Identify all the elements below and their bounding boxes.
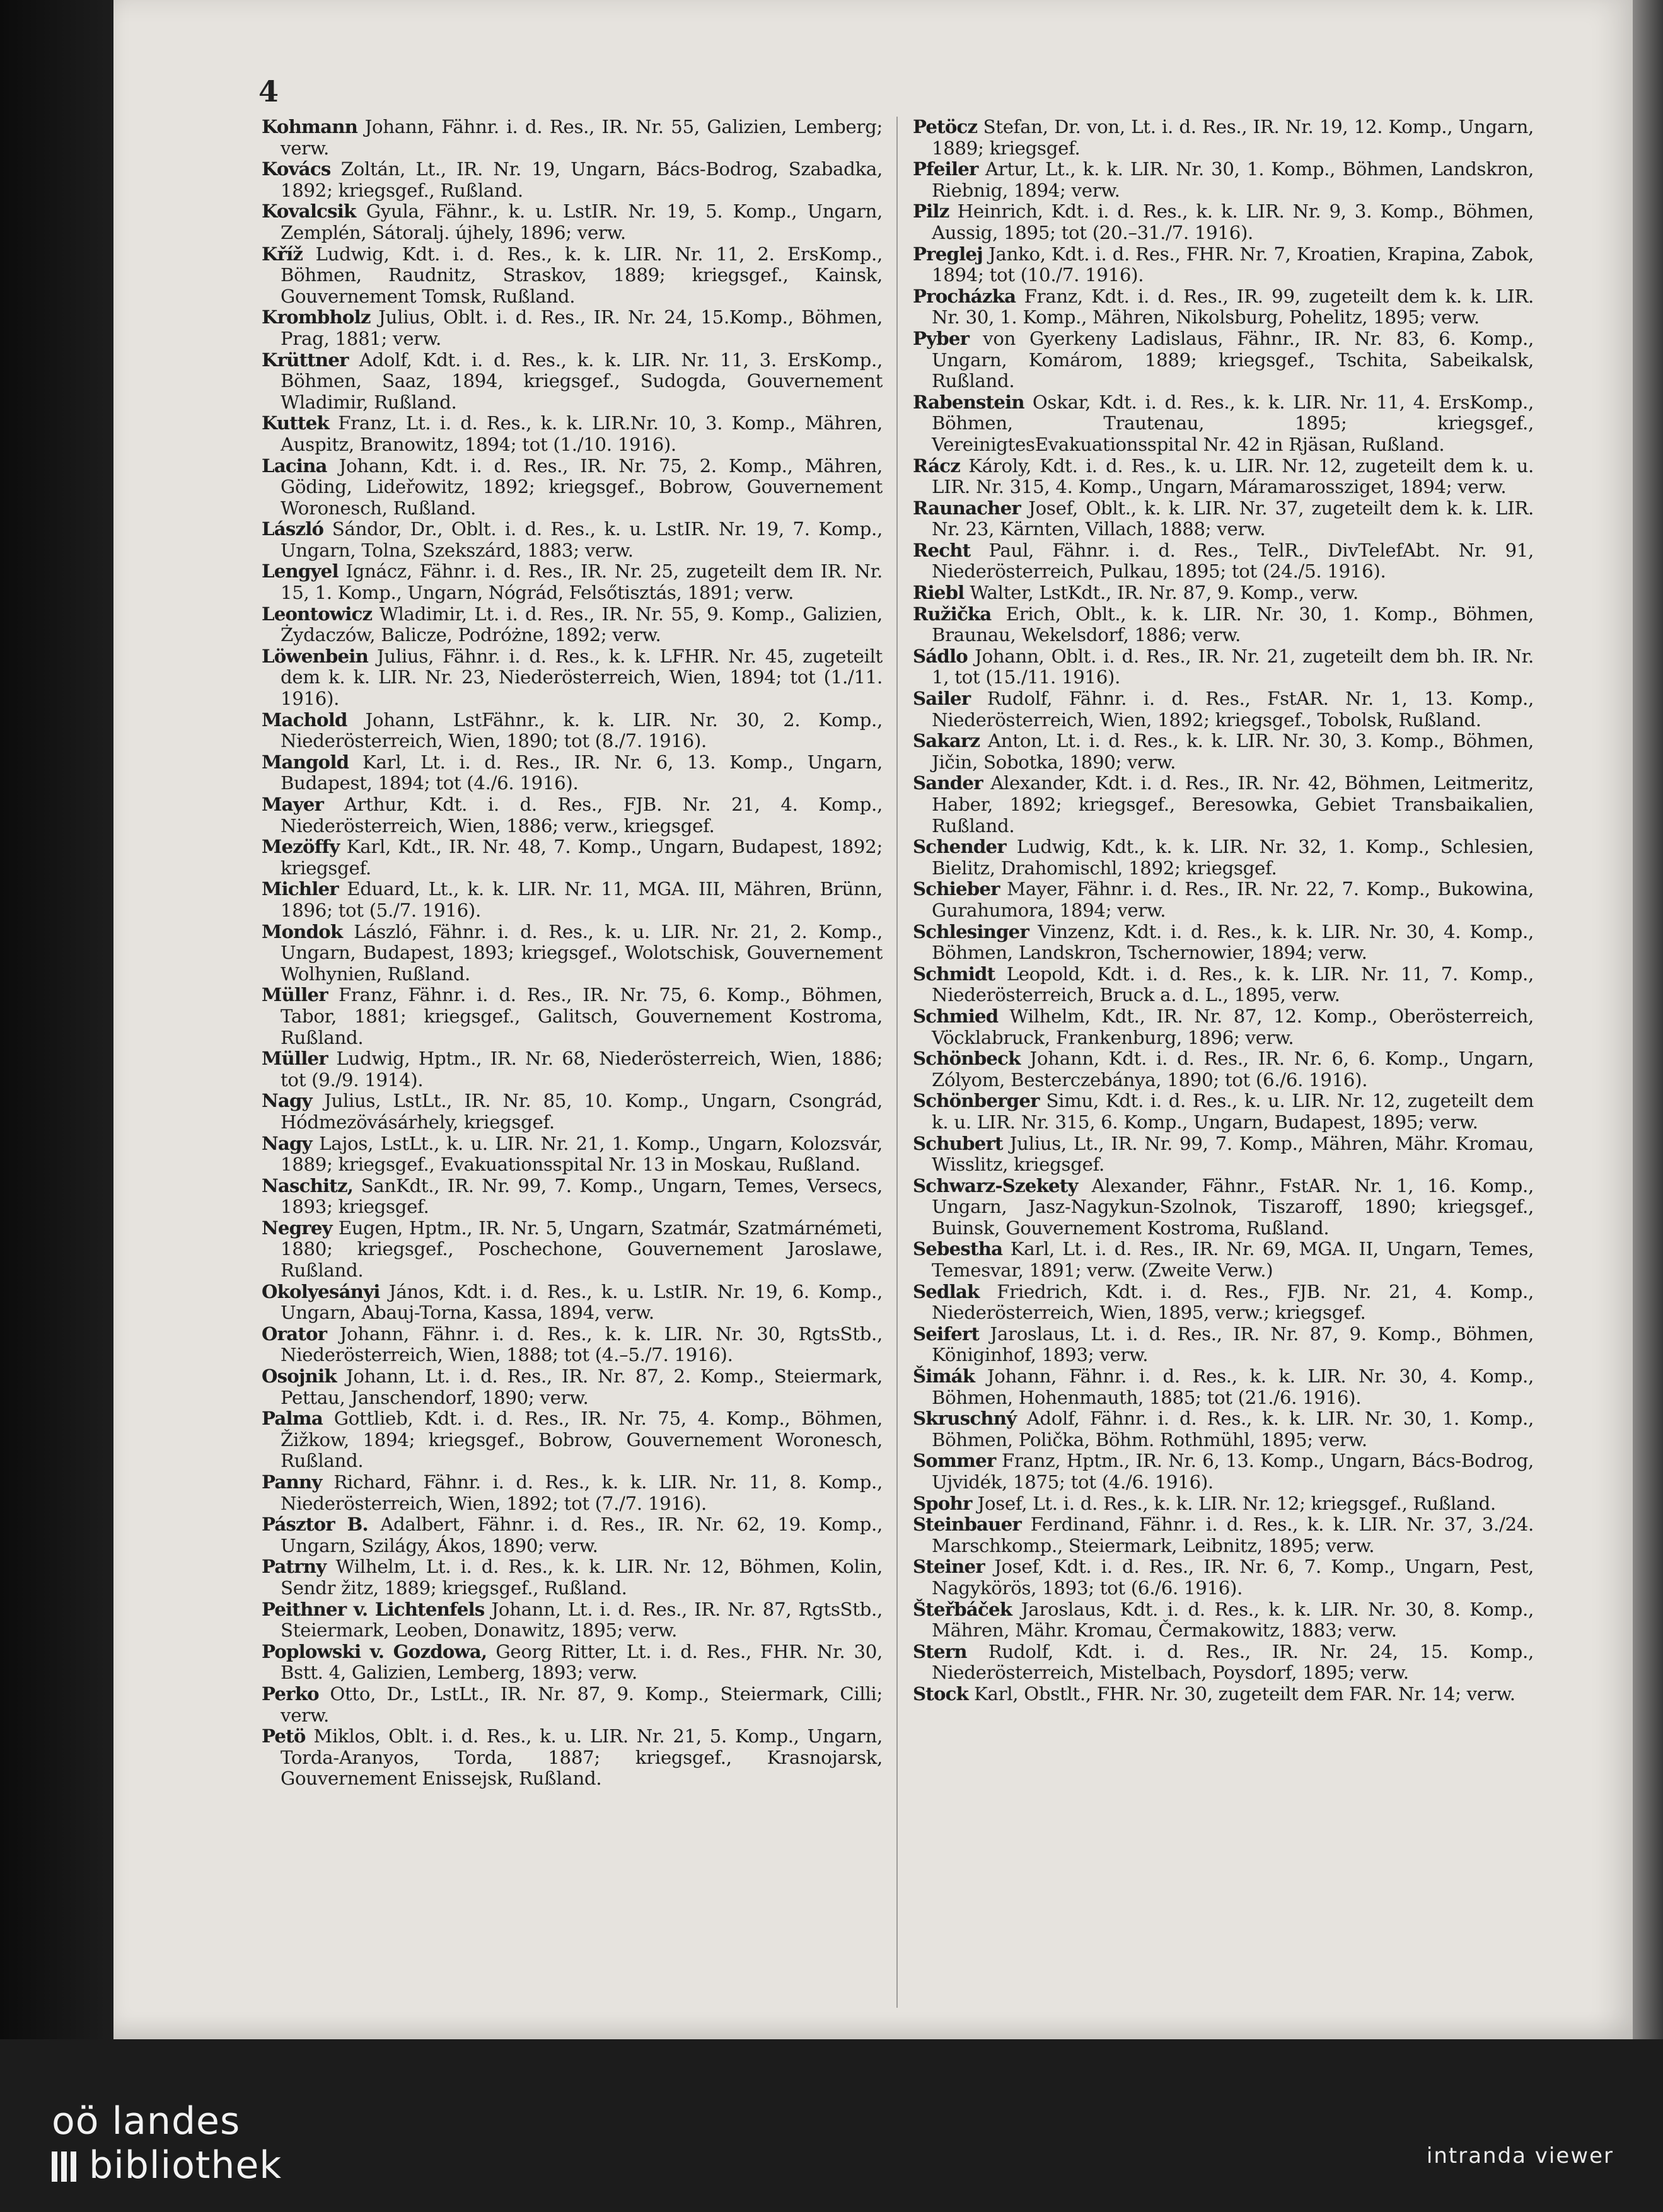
register-entry [913, 1282, 1534, 1324]
entry-details: Arthur, Kdt. i. d. Res., FJB. Nr. 21, 4. Komp., Niederösterreich, Wien, 1886; verw., kriegsgef. [281, 794, 883, 837]
register-entry [262, 350, 883, 414]
logo-bars-icon [52, 2143, 80, 2187]
entry-surname: Kohmann [262, 116, 358, 137]
register-entry [262, 117, 883, 159]
register-entry [913, 837, 1534, 879]
entry-details: Miklos, Oblt. i. d. Res., k. u. LIR. Nr. 21, 5. Komp., Ungarn, Torda-Aranyos, Torda, 1887; kriegsgef., Krasnojarsk, Gouvernement Enissejsk, Rußland. [281, 1725, 883, 1790]
entry-details: Ludwig, Hptm., IR. Nr. 68, Niederösterreich, Wien, 1886; tot (9./9. 1914). [281, 1048, 883, 1091]
register-entry [913, 1556, 1534, 1599]
entry-details: Johann, Fähnr. i. d. Res., IR. Nr. 55, Galizien, Lemberg; verw. [281, 116, 883, 159]
register-entry [262, 561, 883, 603]
register-entry [262, 1048, 883, 1091]
entry-surname: Schlesinger [913, 920, 1029, 942]
register-entry [913, 1366, 1534, 1408]
entry-details: Johann, Kdt. i. d. Res., IR. Nr. 75, 2. Komp., Mähren, Göding, Lideřowitz, 1892; kriegsgef., Bobrow, Gouvernement Woronesch, Rußland. [281, 455, 883, 519]
entry-details: Lajos, LstLt., k. u. LIR. Nr. 21, 1. Komp., Ungarn, Kolozsvár, 1889; kriegsgef., Evakuationsspital Nr. 13 in Moskau, Rußland. [281, 1132, 883, 1176]
register-entry [913, 922, 1534, 964]
entry-surname: Raunacher [913, 497, 1021, 519]
register-entry [913, 286, 1534, 328]
entry-surname: Osojnik [262, 1365, 337, 1387]
entry-details: Adalbert, Fähnr. i. d. Res., IR. Nr. 62, 19. Komp., Ungarn, Szilágy, Ákos, 1890; verw. [281, 1514, 883, 1556]
entry-details: Paul, Fähnr. i. d. Res., TelR., DivTelefAbt. Nr. 91, Niederösterreich, Pulkau, 1895; tot (24./5. 1916). [932, 539, 1534, 582]
entry-details: Johann, Lt. i. d. Res., IR. Nr. 87, 2. Komp., Steiermark, Pettau, Janschendorf, 1890; verw. [281, 1365, 883, 1408]
register-entry [262, 879, 883, 921]
entry-details: Alexander, Kdt. i. d. Res., IR. Nr. 42, Böhmen, Leitmeritz, Haber, 1892; kriegsgef., Beresowka, Gebiet Transbaikalien, Rußland. [932, 772, 1534, 837]
column-divider [896, 117, 898, 2008]
entry-surname: Steinbauer [913, 1514, 1021, 1536]
register-entry [262, 985, 883, 1048]
entry-surname: Seifert [913, 1323, 980, 1345]
register-entry [913, 201, 1534, 243]
register-entry [913, 540, 1534, 582]
register-entry [262, 1599, 883, 1642]
entry-surname: Michler [262, 878, 339, 900]
entry-surname: Panny [262, 1471, 322, 1493]
entry-details: Johann, Oblt. i. d. Res., IR. Nr. 21, zugeteilt dem bh. IR. Nr. 1, tot (15./11. 1916). [932, 645, 1534, 688]
entry-surname: Stern [913, 1640, 967, 1662]
entry-details: Johann, Fähnr. i. d. Res., k. k. LIR. Nr. 30, 4. Komp., Böhmen, Hohenmauth, 1885; tot (21./6. 1916). [932, 1365, 1534, 1408]
register-entry [913, 1324, 1534, 1366]
register-entry [262, 1556, 883, 1599]
register-entry [262, 201, 883, 243]
register-entry [913, 1048, 1534, 1091]
entry-surname: Mondok [262, 920, 343, 942]
entry-surname: Kuttek [262, 412, 329, 434]
entry-details: Ludwig, Kdt., k. k. LIR. Nr. 32, 1. Komp., Schlesien, Bielitz, Drahomischl, 1892; kriegsgef. [932, 836, 1534, 879]
entry-details: Wilhelm, Lt. i. d. Res., k. k. LIR. Nr. 12, Böhmen, Kolin, Sendr žitz, 1889; kriegsgef., Rußland. [281, 1556, 883, 1599]
entry-surname: Okolyesányi [262, 1280, 380, 1302]
entry-surname: Müller [262, 1048, 328, 1070]
entry-surname: Schubert [913, 1132, 1003, 1154]
entry-surname: Palma [262, 1408, 323, 1430]
entry-details: Ignácz, Fähnr. i. d. Res., IR. Nr. 25, zugeteilt dem IR. Nr. 15, 1. Komp., Ungarn, Nógrád, Felsőtisztás, 1891; verw. [281, 560, 883, 604]
entry-details: Jaroslaus, Kdt. i. d. Res., k. k. LIR. Nr. 30, 8. Komp., Mähren, Mähr. Kromau, Čermakowitz, 1883; verw. [932, 1598, 1534, 1642]
register-entry [913, 1239, 1534, 1281]
entry-surname: Sailer [913, 688, 971, 710]
register-entry [262, 752, 883, 794]
library-logo-line2[interactable] [52, 2143, 282, 2187]
register-entry [262, 1218, 883, 1282]
register-entry [913, 1091, 1534, 1133]
entry-surname: Petöcz [913, 116, 978, 137]
entry-details: Josef, Kdt. i. d. Res., IR. Nr. 6, 7. Komp., Ungarn, Pest, Nagykörös, 1893; tot (6./6. 1916). [932, 1556, 1534, 1599]
entry-details: Friedrich, Kdt. i. d. Res., FJB. Nr. 21, 4. Komp., Niederösterreich, Wien, 1895, verw.; kriegsgef. [932, 1280, 1534, 1324]
entry-surname: Leontowicz [262, 603, 373, 625]
entry-details: Eugen, Hptm., IR. Nr. 5, Ungarn, Szatmár, Szatmárnémeti, 1880; kriegsgef., Poschechone, Gouvernement Jaroslawe, Rußland. [281, 1217, 883, 1282]
entry-details: László, Fähnr. i. d. Res., k. u. LIR. Nr. 21, 2. Komp., Ungarn, Budapest, 1893; kriegsgef., Wolotschisk, Gouvernement Wolhynien, Rußland. [281, 920, 883, 985]
entry-surname: Riebl [913, 582, 965, 604]
entry-surname: Schwarz-Szekety [913, 1174, 1078, 1196]
entry-surname: Schieber [913, 878, 1000, 900]
entry-details: Alexander, Fähnr., FstAR. Nr. 1, 16. Komp., Ungarn, Jasz-Nagykun-Szolnok, Tiszaroff, 1890; kriegsgef., Buinsk, Gouvernement Kostroma, Rußland. [932, 1174, 1534, 1239]
register-entry [913, 456, 1534, 498]
entry-surname: Sommer [913, 1450, 996, 1472]
page-left-shadow [0, 0, 113, 2039]
entry-surname: Schönbeck [913, 1048, 1021, 1070]
entry-surname: Stock [913, 1682, 969, 1705]
entry-details: Wladimir, Lt. i. d. Res., IR. Nr. 55, 9. Komp., Galizien, Żydaczów, Balicze, Podróżne, 1892; verw. [281, 603, 883, 646]
entry-surname: Šimák [913, 1365, 975, 1387]
entry-surname: Pilz [913, 200, 949, 223]
entry-details: Anton, Lt. i. d. Res., k. k. LIR. Nr. 30, 3. Komp., Böhmen, Jičin, Sobotka, 1890; verw. [932, 730, 1534, 773]
register-entry [262, 1408, 883, 1472]
entry-surname: Schender [913, 836, 1006, 858]
entry-surname: Lengyel [262, 560, 339, 582]
entry-details: Heinrich, Kdt. i. d. Res., k. k. LIR. Nr. 9, 3. Komp., Böhmen, Aussig, 1895; tot (20.–31./7. 1916). [932, 200, 1534, 243]
entry-details: Leopold, Kdt. i. d. Res., k. k. LIR. Nr. 11, 7. Komp., Niederösterreich, Bruck a. d. L., 1895, verw. [932, 963, 1534, 1006]
entry-details: Georg Ritter, Lt. i. d. Res., FHR. Nr. 30, Bstt. 4, Galizien, Lemberg, 1893; verw. [281, 1640, 883, 1684]
right-column [913, 117, 1534, 1705]
entry-surname: Petö [262, 1725, 306, 1747]
register-entry [262, 1472, 883, 1514]
entry-surname: Löwenbein [262, 645, 368, 667]
register-entry [913, 1514, 1534, 1556]
entry-details: Walter, LstKdt., IR. Nr. 87, 9. Komp., verw. [964, 582, 1359, 604]
entry-surname: Sádlo [913, 645, 968, 667]
register-entry [262, 1366, 883, 1408]
register-entry [913, 244, 1534, 286]
page-right-edge [1633, 0, 1663, 2039]
entry-surname: Schmidt [913, 963, 995, 985]
register-entry [262, 922, 883, 985]
register-entry [262, 1684, 883, 1726]
entry-details: Károly, Kdt. i. d. Res., k. u. LIR. Nr. 12, zugeteilt dem k. u. LIR. Nr. 315, 4. Komp., Ungarn, Máramarossziget, 1894; verw. [932, 455, 1534, 498]
register-entry [913, 773, 1534, 837]
entry-surname: Kovács [262, 158, 331, 180]
entry-surname: Ružička [913, 603, 992, 625]
register-entry [262, 1642, 883, 1684]
entry-surname: Nagy [262, 1090, 312, 1112]
library-logo-line1[interactable]: oö landes [52, 2099, 241, 2143]
entry-details: Julius, Fähnr. i. d. Res., k. k. LFHR. Nr. 45, zugeteilt dem k. k. LIR. Nr. 23, Niederösterreich, Wien, 1894; tot (1./11. 1916). [281, 645, 883, 710]
register-entry [913, 1684, 1534, 1705]
register-entry [262, 456, 883, 519]
entry-surname: Preglej [913, 243, 983, 265]
entry-details: Mayer, Fähnr. i. d. Res., IR. Nr. 22, 7. Komp., Bukowina, Gurahumora, 1894; verw. [932, 878, 1534, 921]
entry-surname: Müller [262, 984, 328, 1006]
entry-surname: Nagy [262, 1132, 312, 1154]
entry-details: Julius, Oblt. i. d. Res., IR. Nr. 24, 15.Komp., Böhmen, Prag, 1881; verw. [281, 306, 883, 349]
entry-surname: Schmied [913, 1005, 999, 1027]
register-entry [262, 1726, 883, 1790]
entry-details: Adolf, Fähnr. i. d. Res., k. k. LIR. Nr. 30, 1. Komp., Böhmen, Polička, Böhm. Rothmühl, 1895; verw. [932, 1408, 1534, 1451]
entry-surname: Pyber [913, 327, 970, 349]
register-entry [262, 646, 883, 710]
entry-surname: Mayer [262, 794, 324, 815]
register-entry [262, 1133, 883, 1176]
entry-surname: Sedlak [913, 1280, 980, 1302]
entry-details: Franz, Kdt. i. d. Res., IR. 99, zugeteilt dem k. k. LIR. Nr. 30, 1. Komp., Mähren, Nikolsburg, Pohelitz, 1895; verw. [932, 285, 1534, 328]
register-entry [262, 413, 883, 455]
entry-details: Jaroslaus, Lt. i. d. Res., IR. Nr. 87, 9. Komp., Böhmen, Königinhof, 1893; verw. [932, 1323, 1534, 1366]
register-entry [913, 646, 1534, 688]
entry-details: Gottlieb, Kdt. i. d. Res., IR. Nr. 75, 4. Komp., Böhmen, Žižkow, 1894; kriegsgef., Bobrow, Gouvernement Woronesch, Rußland. [281, 1408, 883, 1472]
register-entry [913, 498, 1534, 540]
entry-surname: Peithner v. Lichtenfels [262, 1598, 485, 1620]
entry-surname: Krüttner [262, 349, 349, 371]
register-entry [262, 1091, 883, 1133]
entry-details: Vinzenz, Kdt. i. d. Res., k. k. LIR. Nr. 30, 4. Komp., Böhmen, Landskron, Tschernowier, 1894; verw. [932, 920, 1534, 964]
entry-details: von Gyerkeny Ladislaus, Fähnr., IR. Nr. 83, 6. Komp., Ungarn, Komárom, 1889; kriegsgef., Tschita, Sabeikalsk, Rußland. [932, 327, 1534, 392]
entry-surname: Sander [913, 772, 983, 794]
entry-surname: Lacina [262, 455, 327, 477]
entry-details: Gyula, Fähnr., k. u. LstIR. Nr. 19, 5. Komp., Ungarn, Zemplén, Sátoralj. újhely, 1896; verw. [281, 200, 883, 243]
entry-surname: Kříž [262, 243, 303, 265]
left-column [262, 117, 883, 1790]
register-entry [262, 1324, 883, 1366]
entry-surname: Kovalcsik [262, 200, 356, 223]
entry-details: János, Kdt. i. d. Res., k. u. LstIR. Nr. 19, 6. Komp., Ungarn, Abauj-Torna, Kassa, 1894, verw. [281, 1280, 883, 1324]
entry-details: Artur, Lt., k. k. LIR. Nr. 30, 1. Komp., Böhmen, Landskron, Riebnig, 1894; verw. [932, 158, 1534, 201]
register-entry [262, 1514, 883, 1556]
entry-details: Eduard, Lt., k. k. LIR. Nr. 11, MGA. III, Mähren, Brünn, 1896; tot (5./7. 1916). [281, 878, 883, 921]
register-entry [913, 604, 1534, 646]
entry-details: Franz, Hptm., IR. Nr. 6, 13. Komp., Ungarn, Bács-Bodrog, Ujvidék, 1875; tot (4./6. 1916). [932, 1450, 1534, 1493]
entry-details: Johann, Kdt. i. d. Res., IR. Nr. 6, 6. Komp., Ungarn, Zólyom, Besterczebánya, 1890; tot (6./6. 1916). [932, 1048, 1534, 1091]
entry-details: Stefan, Dr. von, Lt. i. d. Res., IR. Nr. 19, 12. Komp., Ungarn, 1889; kriegsgef. [932, 116, 1534, 159]
entry-details: Josef, Lt. i. d. Res., k. k. LIR. Nr. 12; kriegsgef., Rußland. [971, 1492, 1496, 1514]
entry-details: Janko, Kdt. i. d. Res., FHR. Nr. 7, Kroatien, Krapina, Zabok, 1894; tot (10./7. 1916). [932, 243, 1534, 286]
entry-details: Franz, Lt. i. d. Res., k. k. LIR.Nr. 10, 3. Komp., Mähren, Auspitz, Branowitz, 1894; tot (1./10. 1916). [281, 412, 883, 455]
register-entry [913, 328, 1534, 392]
register-entry [262, 519, 883, 561]
entry-details: Josef, Oblt., k. k. LIR. Nr. 37, zugeteilt dem k. k. LIR. Nr. 23, Kärnten, Villach, 1888; verw. [932, 497, 1534, 540]
entry-details: Karl, Obstlt., FHR. Nr. 30, zugeteilt dem FAR. Nr. 14; verw. [968, 1682, 1515, 1705]
entry-surname: László [262, 518, 324, 540]
entry-surname: Procházka [913, 285, 1016, 307]
register-entry [913, 964, 1534, 1006]
entry-surname: Krombholz [262, 306, 371, 328]
entry-surname: Sakarz [913, 730, 980, 752]
register-entry [913, 879, 1534, 921]
entry-surname: Schönberger [913, 1090, 1040, 1112]
entry-surname: Skruschný [913, 1408, 1017, 1430]
register-entry [262, 159, 883, 201]
register-entry [913, 1599, 1534, 1642]
register-entry [913, 159, 1534, 201]
viewer-brand-label[interactable]: intranda viewer [1426, 2143, 1614, 2169]
entry-surname: Sebestha [913, 1238, 1003, 1260]
entry-details: Zoltán, Lt., IR. Nr. 19, Ungarn, Bács-Bodrog, Szabadka, 1892; kriegsgef., Rußland. [281, 158, 883, 201]
entry-surname: Rácz [913, 455, 960, 477]
register-entry [913, 1451, 1534, 1493]
register-entry [913, 731, 1534, 773]
entry-surname: Steiner [913, 1556, 985, 1578]
entry-surname: Spohr [913, 1492, 972, 1514]
entry-details: Julius, Lt., IR. Nr. 99, 7. Komp., Mähren, Mähr. Kromau, Wisslitz, kriegsgef. [932, 1132, 1534, 1176]
entry-details: Karl, Lt. i. d. Res., IR. Nr. 6, 13. Komp., Ungarn, Budapest, 1894; tot (4./6. 1916). [281, 751, 883, 794]
entry-surname: Recht [913, 539, 971, 561]
register-entry [262, 1176, 883, 1218]
register-entry [913, 1176, 1534, 1239]
entry-details: Ludwig, Kdt. i. d. Res., k. k. LIR. Nr. 11, 2. ErsKomp., Böhmen, Raudnitz, Straskov, 1889; kriegsgef., Kainsk, Gouvernement Tomsk, Rußland. [281, 243, 883, 307]
entry-details: Johann, LstFähnr., k. k. LIR. Nr. 30, 2. Komp., Niederösterreich, Wien, 1890; tot (8./7. 1916). [281, 709, 883, 752]
register-entry [913, 688, 1534, 731]
register-entry [913, 117, 1534, 159]
entry-surname: Pfeiler [913, 158, 978, 180]
entry-surname: Rabenstein [913, 391, 1024, 413]
entry-details: Otto, Dr., LstLt., IR. Nr. 87, 9. Komp., Steiermark, Cilli; verw. [281, 1682, 883, 1726]
entry-surname: Pásztor B. [262, 1514, 368, 1536]
entry-details: Johann, Lt. i. d. Res., IR. Nr. 87, RgtsStb., Steiermark, Leoben, Donawitz, 1895; verw. [281, 1598, 883, 1642]
register-entry [913, 1493, 1534, 1515]
entry-details: Julius, LstLt., IR. Nr. 85, 10. Komp., Ungarn, Csongrád, Hódmezövásárhely, kriegsgef. [281, 1090, 883, 1133]
entry-details: Ferdinand, Fähnr. i. d. Res., k. k. LIR. Nr. 37, 3./24. Marschkomp., Steiermark, Leibnitz, 1895; verw. [932, 1514, 1534, 1556]
entry-surname: Mezöffy [262, 836, 340, 858]
entry-surname: Patrny [262, 1556, 327, 1578]
register-entry [913, 392, 1534, 456]
register-entry [913, 1642, 1534, 1684]
entry-details: Karl, Lt. i. d. Res., IR. Nr. 69, MGA. II, Ungarn, Temes, Temesvar, 1891; verw. (Zweite Verw.) [932, 1238, 1534, 1282]
register-entry [262, 1282, 883, 1324]
register-entry [913, 1006, 1534, 1048]
register-entry [913, 582, 1534, 604]
register-entry [262, 794, 883, 837]
register-entry [262, 307, 883, 349]
entry-surname: Machold [262, 709, 347, 731]
entry-details: SanKdt., IR. Nr. 99, 7. Komp., Ungarn, Temes, Versecs, 1893; kriegsgef. [281, 1174, 883, 1218]
register-entry [913, 1133, 1534, 1176]
entry-surname: Perko [262, 1682, 319, 1705]
entry-surname: Naschitz, [262, 1174, 354, 1196]
entry-details: Rudolf, Fähnr. i. d. Res., FstAR. Nr. 1, 13. Komp., Niederösterreich, Wien, 1892; kriegsgef., Tobolsk, Rußland. [932, 688, 1534, 731]
register-entry [262, 604, 883, 646]
entry-details: Rudolf, Kdt. i. d. Res., IR. Nr. 24, 15. Komp., Niederösterreich, Mistelbach, Poysdorf, 1895; verw. [932, 1640, 1534, 1684]
entry-details: Johann, Fähnr. i. d. Res., k. k. LIR. Nr. 30, RgtsStb., Niederösterreich, Wien, 1888; tot (4.–5./7. 1916). [281, 1323, 883, 1366]
entry-details: Franz, Fähnr. i. d. Res., IR. Nr. 75, 6. Komp., Böhmen, Tabor, 1881; kriegsgef., Galitsch, Gouvernement Kostroma, Rußland. [281, 984, 883, 1048]
register-entry [262, 837, 883, 879]
entry-details: Richard, Fähnr. i. d. Res., k. k. LIR. Nr. 11, 8. Komp., Niederösterreich, Wien, 1892; tot (7./7. 1916). [281, 1471, 883, 1514]
entry-details: Wilhelm, Kdt., IR. Nr. 87, 12. Komp., Oberösterreich, Vöcklabruck, Frankenburg, 1896; verw. [932, 1005, 1534, 1048]
entry-details: Adolf, Kdt. i. d. Res., k. k. LIR. Nr. 11, 3. ErsKomp., Böhmen, Saaz, 1894, kriegsgef., Sudogda, Gouvernement Wladimir, Rußland. [281, 349, 883, 413]
entry-details: Erich, Oblt., k. k. LIR. Nr. 30, 1. Komp., Böhmen, Braunau, Wekelsdorf, 1886; verw. [932, 603, 1534, 646]
entry-surname: Negrey [262, 1217, 332, 1239]
entry-surname: Šteřbáček [913, 1598, 1012, 1620]
page-number: 4 [258, 74, 279, 108]
entry-details: Simu, Kdt. i. d. Res., k. u. LIR. Nr. 12, zugeteilt dem k. u. LIR. Nr. 315, 6. Komp., Ungarn, Budapest, 1895; verw. [932, 1090, 1534, 1133]
entry-details: Sándor, Dr., Oblt. i. d. Res., k. u. LstIR. Nr. 19, 7. Komp., Ungarn, Tolna, Szekszárd, 1883; verw. [281, 518, 883, 561]
library-logo-text: bibliothek [89, 2143, 282, 2187]
register-entry [913, 1408, 1534, 1451]
register-entry [262, 244, 883, 308]
entry-details: Oskar, Kdt. i. d. Res., k. k. LIR. Nr. 11, 4. ErsKomp., Böhmen, Trautenau, 1895; kriegsgef., VereinigtesEvakuationsspital Nr. 42 in Rjäsan, Rußland. [932, 391, 1534, 455]
register-entry [262, 710, 883, 752]
entry-surname: Orator [262, 1323, 327, 1345]
entry-surname: Poplowski v. Gozdowa, [262, 1640, 487, 1662]
entry-details: Karl, Kdt., IR. Nr. 48, 7. Komp., Ungarn, Budapest, 1892; kriegsgef. [281, 836, 883, 879]
entry-surname: Mangold [262, 751, 349, 773]
